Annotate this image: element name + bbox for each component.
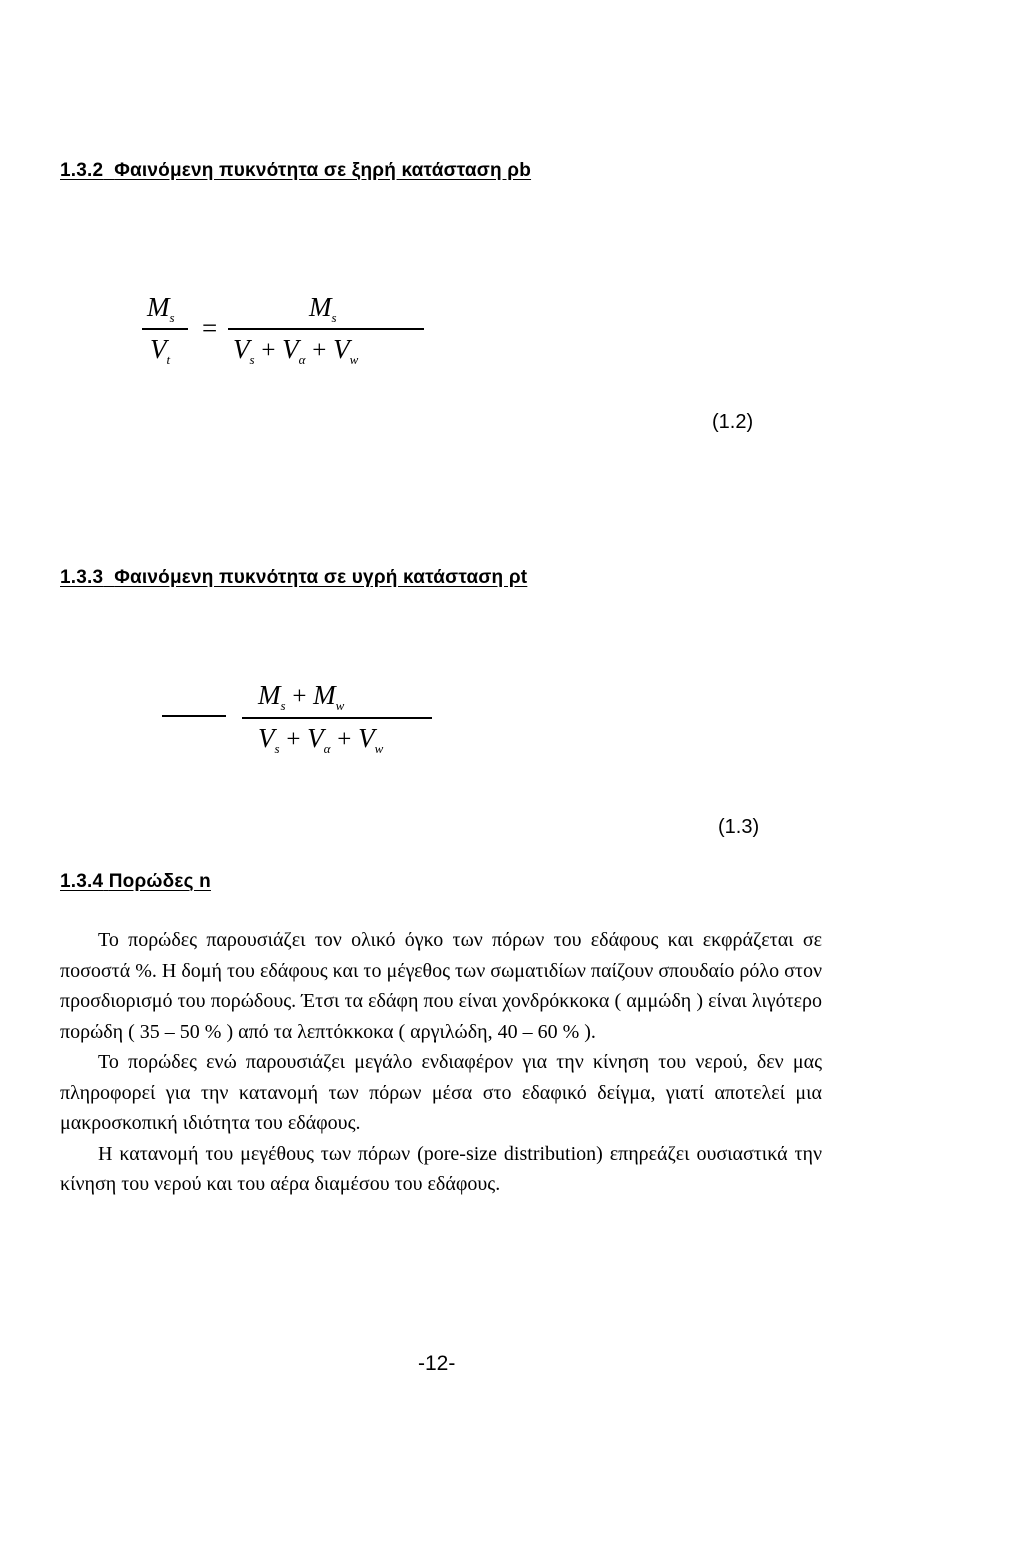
eq12-lhs-denominator: $V_t$ [150,334,171,367]
paragraph: Το πορώδες ενώ παρουσιάζει μεγάλο ενδιαφέρον για την κίνηση του νερού, δεν μας πληροφορεί για την κατανομή των πόρων μέσα στο εδαφικό δείγμα, γιατί αποτελεί μια μακροσκοπική ιδιότητα του εδάφους. [60,1051,822,1134]
eq13-denominator: $V_s + V_\alpha + V_w$ [258,723,384,756]
eq12-rhs-fraction-bar [228,328,424,330]
section-title: Φαινόμενη πυκνότητα σε ξηρή κατάσταση ρb [114,160,532,181]
paragraph: Το πορώδες παρουσιάζει τον ολικό όγκο των πόρων του εδάφους και εκφράζεται σε ποσοστά %. Η δομή του εδάφους και το μέγεθος των σωματιδίων παίζουν σπουδαίο ρόλο στον προσδιορισμό του πορώδους. Έτσι τα εδάφη που είναι χονδρόκκοκα ( αμμώδη ) είναι λιγότερο πορώδη ( 35 – 50 % ) από τα λεπτόκκοκα ( αργιλώδη, 40 – 60 % ). [60,929,822,1043]
section-title: Φαινόμενη πυκνότητα σε υγρή κατάσταση ρt [114,567,528,588]
eq12-lhs-fraction-bar [142,328,188,330]
eq13-numerator: $M_s + M_w$ [258,680,345,713]
eq12-rhs-numerator: $M_s$ [309,292,337,325]
section-number: 1.3.4 [60,871,104,892]
eq13-fraction-bar [242,717,432,719]
section-heading-1-3-2 [60,160,531,182]
body-text [60,925,822,1200]
section-number: 1.3.3 [60,567,104,588]
section-heading-1-3-4 [60,871,211,893]
eq12-lhs-numerator: $M_s$ [147,292,175,325]
page-number: -12- [418,1352,456,1375]
eq12-rhs-denominator: $V_s + V_\alpha + V_w$ [233,334,359,367]
equation-number-1-3: (1.3) [718,816,760,838]
eq12-equals: = [202,313,218,343]
eq13-dash [162,715,226,717]
equation-number-1-2: (1.2) [712,411,754,433]
section-number: 1.3.2 [60,160,104,181]
section-title: Πορώδες n [108,871,211,892]
paragraph: Η κατανομή του μεγέθους των πόρων (pore-size distribution) επηρεάζει ουσιαστικά την κίνηση του νερού και του αέρα διαμέσου του εδάφους. [60,1142,822,1195]
section-heading-1-3-3 [60,567,527,589]
